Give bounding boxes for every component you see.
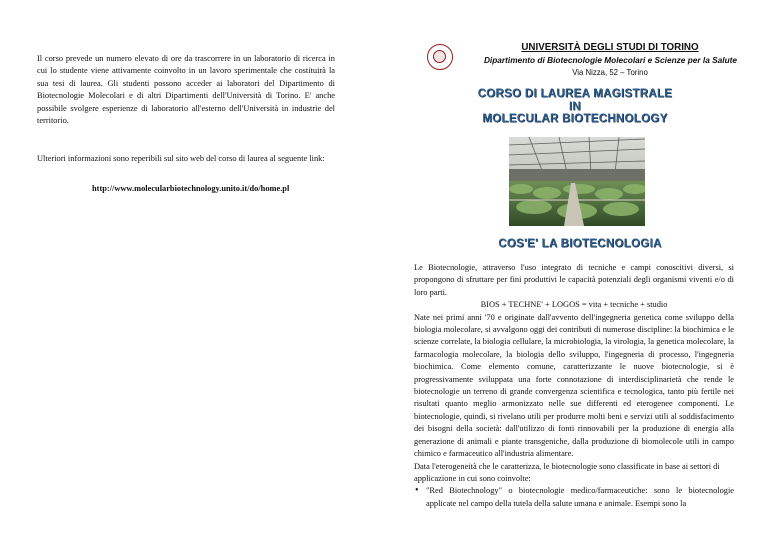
greenhouse-photo-drawing bbox=[509, 137, 645, 226]
address: Via Nizza, 52 – Torino bbox=[572, 68, 648, 77]
university-name: UNIVERSITÀ DEGLI STUDI DI TORINO bbox=[521, 42, 699, 53]
list-item: • "Red Biotechnology" o biotecnologie medico/farmaceutiche: sono le biotecnologie applicate nel campo della tutela della salute umana e animale. Esempi sono la bbox=[426, 485, 734, 510]
course-title-line1: CORSO DI LAUREA MAGISTRALE bbox=[477, 88, 673, 100]
paragraph-2: Nate nei primi anni '70 e originate dall'avvento dell'ingegneria genetica come sviluppo della biologia molecolare, si avvalgono oggi dei contributi di numerose discipline: la biochimica e le scienze correlate, la biologia cellulare, la microbiologia, la virologia, la genetica molecolare, la farmacologia molecolare, la biologia dello sviluppo, l'ingegneria di processo, l'ingegneria biochimica. Come elemento comune, caratterizzante le nuove biotecnologie, si è progressivamente sviluppata una forte connotazione di interdisciplinarietà che rende le biotecnologie un terreno di grande convergenza scientifica e tecnologica, tanto più fertile nei risultati quanto meglio armonizzato nelle sue differenti ed eterogenee componenti. Le biotecnologie, quindi, si rivelano utili per produrre molti beni e servizi utili al soddisfacimento dei bisogni della società: dall'utilizzo di fonti rinnovabili per la produzione di energia alla generazione di animali e piante transgeniche, dalla produzione di biomolecole utili in campo chimico e farmaceutico all'industria alimentare. bbox=[414, 312, 734, 459]
university-seal-icon bbox=[427, 44, 453, 70]
section-title: COS'E' LA BIOTECNOLOGIA bbox=[498, 238, 662, 250]
greenhouse-photo bbox=[509, 137, 645, 226]
course-title-line2: IN bbox=[568, 100, 582, 113]
applications-list bbox=[414, 485, 734, 510]
course-website-link[interactable]: http://www.molecularbiotechnology.unito.it/do/home.pl bbox=[92, 184, 290, 193]
more-info-text: Ulteriori informazioni sono reperibili sul sito web del corso di laurea al seguente link: bbox=[37, 154, 325, 163]
paragraph-3: Data l'eterogeneità che le caratterizza, le biotecnologie sono classificate in base ai settori di applicazione in cui sono coinvolte: bbox=[414, 461, 720, 483]
intro-paragraph: Il corso prevede un numero elevato di ore da trascorrere in un laboratorio di ricerca in cui lo studente viene attivamente coinvolto in un lavoro sperimentale che costituirà la sua tesi di laurea. Gli studenti possono acceder ai laboratori del Dipartimento di Biotecnologie Molecolari e di altri Dipartimenti dell'Università di Torino. E' anche possibile svolgere esperienze di laboratorio all'esterno dell'Università in industrie del territorio. bbox=[37, 54, 335, 126]
course-title-line3: MOLECULAR BIOTECHNOLOGY bbox=[482, 113, 668, 125]
department-name: Dipartimento di Biotecnologie Molecolari e Scienze per la Salute bbox=[483, 55, 738, 65]
formula-line: BIOS + TECHNE' + LOGOS = vita + tecniche + studio bbox=[480, 300, 668, 310]
paragraph-1: Le Biotecnologie, attraverso l'uso integrato di tecniche e campi conoscitivi diversi, si propongono di sfruttare per fini produttivi le capacità potenziali degli organismi viventi e/o di loro parti. bbox=[414, 263, 734, 297]
section-body bbox=[414, 262, 734, 510]
course-title bbox=[455, 88, 695, 126]
intro-block bbox=[37, 53, 335, 127]
